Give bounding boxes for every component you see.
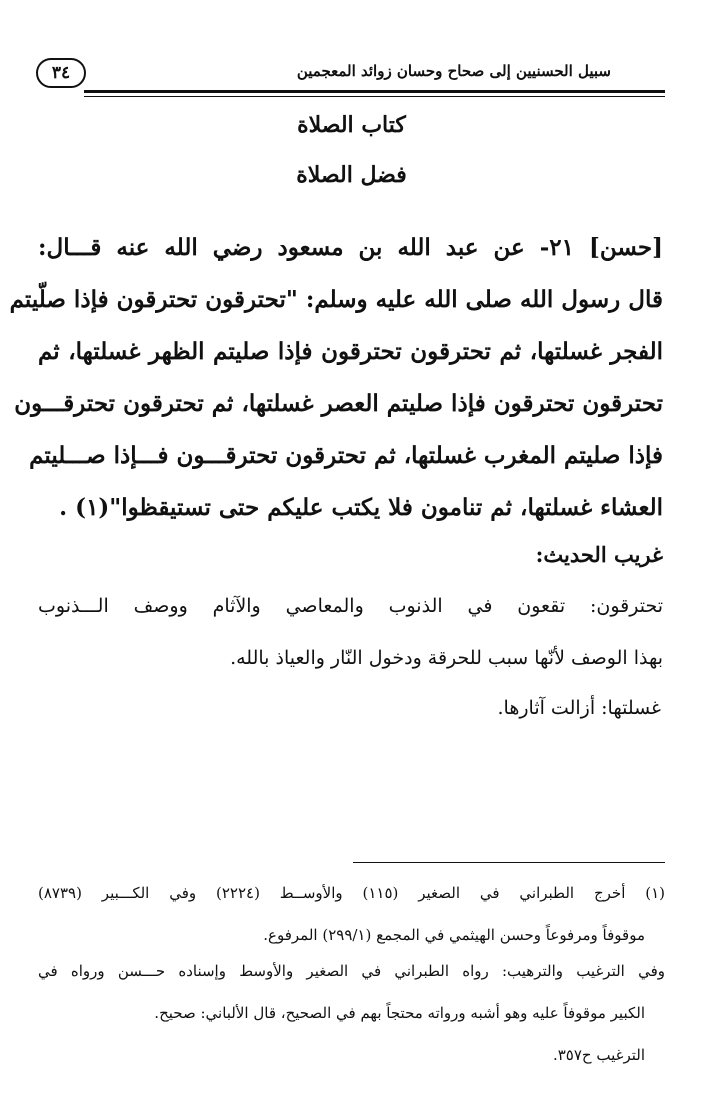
section-title: فضل الصلاة xyxy=(296,162,407,188)
header-rule-thick xyxy=(84,90,665,93)
header-rule-thin xyxy=(84,96,665,97)
footnote-line: الكبير موقوفاً عليه وهو أشبه ورواته محتجاً بهم في الصحيح، قال الألباني: صحيح. xyxy=(154,1004,645,1022)
gharib-line: بهذا الوصف لأنّها سبب للحرقة ودخول النّار والعياذ بالله. xyxy=(230,647,663,669)
hadith-line: فإذا صليتم المغرب غسلتها، ثم تحترقون تحترقـــون فـــإذا صـــليتم xyxy=(29,442,663,469)
gharib-line: غسلتها: أزالت آثارها. xyxy=(497,697,661,719)
hadith-line: الفجر غسلتها، ثم تحترقون تحترقون فإذا صليتم الظهر غسلتها، ثم xyxy=(38,338,663,365)
hadith-line: تحترقون تحترقون فإذا صليتم العصر غسلتها، ثم تحترقون تحترقـــون xyxy=(14,390,663,417)
hadith-line: [حسن] ٢١- عن عبد الله بن مسعود رضي الله عنه قـــال: xyxy=(38,234,663,261)
hadith-line: العشاء غسلتها، ثم تنامون فلا يكتب عليكم حتى تستيقظوا"(١) . xyxy=(59,494,663,521)
page-number-badge: ٣٤ xyxy=(36,58,86,88)
hadith-line: قال رسول الله صلى الله عليه وسلم: "تحترقون تحترقون فإذا صلّيتم xyxy=(9,286,663,313)
gharib-heading: غريب الحديث: xyxy=(535,542,663,567)
chapter-title: كتاب الصلاة xyxy=(297,112,406,138)
running-header-title: سبيل الحسنيين إلى صحاح وحسان زوائد المعجمين xyxy=(296,62,611,80)
footnote-line: موقوفاً ومرفوعاً وحسن الهيثمي في المجمع (٢٩٩/١) المرفوع. xyxy=(263,926,645,944)
gharib-line: تحترقون: تقعون في الذنوب والمعاصي والآثام ووصف الـــذنوب xyxy=(38,595,663,617)
footnote-line: وفي الترغيب والترهيب: رواه الطبراني في الصغير والأوسط وإسناده حـــسن ورواه في xyxy=(38,962,665,980)
footnote-line: (١) أخرج الطبراني في الصغير (١١٥) والأوســط (٢٢٢٤) وفي الكـــبير (٨٧٣٩) xyxy=(38,884,665,902)
footnote-rule xyxy=(353,862,665,863)
footnote-line: الترغيب ح٣٥٧. xyxy=(552,1046,645,1064)
